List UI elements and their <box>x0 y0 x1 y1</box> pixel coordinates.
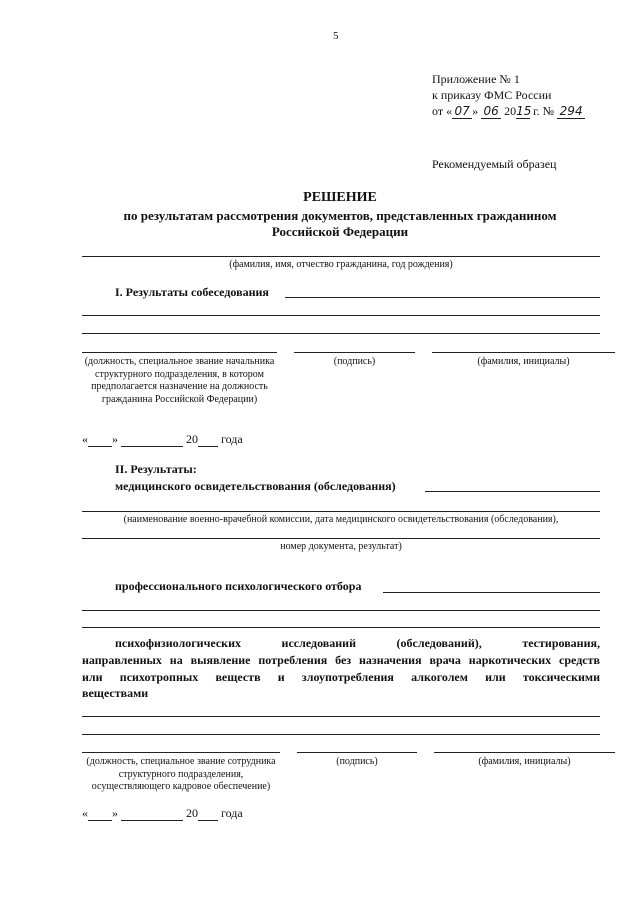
section2-document-caption: номер документа, результат) <box>280 541 402 552</box>
citizen-caption: (фамилия, имя, отчество гражданина, год рождения) <box>229 259 453 270</box>
date-close-quote: » <box>112 806 118 820</box>
year-prefix: 20 <box>504 104 517 118</box>
appendix-line2: к приказу ФМС России <box>432 88 552 102</box>
psychophys-line4: веществами <box>82 686 149 700</box>
section2-signature-caption: (подпись) <box>336 756 378 767</box>
section1-signature-caption: (подпись) <box>333 356 376 367</box>
section1-interview-line[interactable] <box>285 297 600 298</box>
psychophys-line1: психофизиологических исследований (обследований), тестирования, <box>115 636 600 650</box>
psychophys-line-a[interactable] <box>82 716 600 717</box>
date-open-quote: « <box>82 432 88 446</box>
psych-selection-line[interactable] <box>383 592 600 593</box>
section2-position-caption: (должность, специальное звание сотрудника структурного подразделения, осуществляющего кадровое обеспечение) <box>86 756 276 792</box>
section2-month-blank[interactable] <box>121 807 183 821</box>
document-title: РЕШЕНИЕ <box>303 190 377 205</box>
section1-day-blank[interactable] <box>88 433 112 447</box>
citizen-name-line[interactable] <box>82 256 600 257</box>
section2-commission-caption: (наименование военно-врачебной комиссии, дата медицинского освидетельствования (обследования), <box>123 514 559 525</box>
appendix-date-line <box>432 104 585 119</box>
date-close-quote: » <box>112 432 118 446</box>
date-suffix: года <box>221 432 243 446</box>
section2-day-blank[interactable] <box>88 807 112 821</box>
appendix-day: 07 <box>452 105 472 119</box>
appendix-line1: Приложение № 1 <box>432 72 520 86</box>
section1-line-3[interactable] <box>82 333 600 334</box>
section1-date-line <box>82 432 243 447</box>
section2-year-blank[interactable] <box>198 807 218 821</box>
title-sub-line2: Российской Федерации <box>271 224 409 239</box>
title-sub-line1: по результатам рассмотрения документов, представленных гражданином <box>123 208 557 223</box>
section1-name-caption: (фамилия, инициалы) <box>477 356 570 367</box>
appendix-number: 294 <box>557 105 585 119</box>
date-year-prefix: 20 <box>186 806 198 820</box>
section1-name-line[interactable] <box>432 352 615 353</box>
date-year-prefix: 20 <box>186 432 198 446</box>
section2-name-line[interactable] <box>434 752 615 753</box>
section1-signature-line[interactable] <box>294 352 415 353</box>
section2-signature-line[interactable] <box>297 752 417 753</box>
psych-selection-line-2[interactable] <box>82 610 600 611</box>
section1-heading: I. Результаты собеседования <box>115 285 269 299</box>
psychophys-line-b[interactable] <box>82 734 600 735</box>
psych-selection-heading: профессионального психологического отбора <box>115 579 362 593</box>
section2-heading: II. Результаты: <box>115 462 197 476</box>
date-open-quote: « <box>82 806 88 820</box>
date-mid-quote: » <box>472 104 479 118</box>
sample-label: Рекомендуемый образец <box>432 157 557 171</box>
psychophys-line3: или психотропных веществ и злоупотребления алкоголем или токсическими <box>82 670 600 684</box>
psychophys-line2: направленных на выявление потребления без назначения врача наркотических средств <box>82 653 600 667</box>
section2-commission-line[interactable] <box>82 511 600 512</box>
section1-position-line[interactable] <box>82 352 277 353</box>
number-prefix: г. № <box>533 104 555 118</box>
date-suffix: года <box>221 806 243 820</box>
section2-position-line[interactable] <box>82 752 280 753</box>
appendix-year: 15 <box>516 104 532 118</box>
section2-medical-line[interactable] <box>425 491 600 492</box>
appendix-month: 06 <box>481 105 501 119</box>
page-number: 5 <box>333 30 339 42</box>
section1-year-blank[interactable] <box>198 433 218 447</box>
psych-selection-line-3[interactable] <box>82 627 600 628</box>
section2-document-line[interactable] <box>82 538 600 539</box>
section1-line-2[interactable] <box>82 315 600 316</box>
section2-medical-heading: медицинского освидетельствования (обследования) <box>115 479 396 493</box>
section2-name-caption: (фамилия, инициалы) <box>478 756 571 767</box>
section2-date-line <box>82 806 243 821</box>
section1-position-caption: (должность, специальное звание начальника структурного подразделения, в котором предполагается назначение на должность гражданина Российской Федерации) <box>84 356 275 405</box>
date-prefix: от « <box>432 104 453 118</box>
section1-month-blank[interactable] <box>121 433 183 447</box>
